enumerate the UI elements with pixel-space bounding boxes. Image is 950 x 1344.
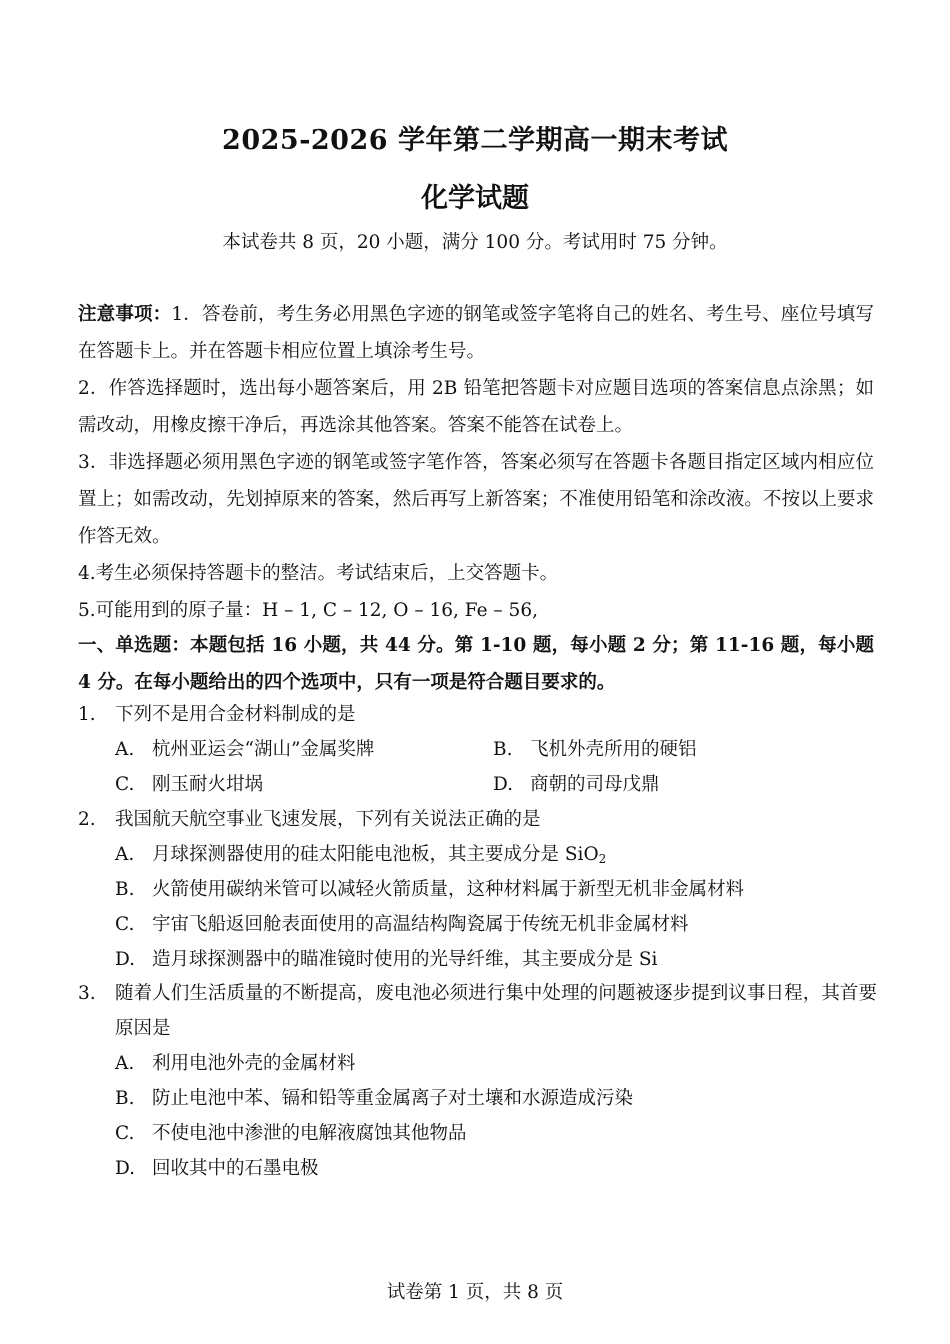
option-text: 刚玉耐火坩埚 — [152, 774, 264, 795]
note-3: 3．非选择题必须用黑色字迹的钢笔或签字笔作答，答案必须写在答题卡各题目指定区域内相应位置上；如需改动，先划掉原来的答案，然后再写上新答案；不准使用铅笔和涂改液。不按以上要求作答无效。 — [78, 452, 874, 547]
section-1-heading: 一、单选题：本题包括 16 小题，共 44 分。第 1-10 题，每小题 2 分；第 11-16 题，每小题 4 分。在每小题给出的四个选项中，只有一项是符合题目要求的。 — [78, 635, 874, 693]
option-label: D. — [115, 1158, 136, 1179]
option-d[interactable] — [115, 1151, 878, 1186]
question-stem: 下列不是用合金材料制成的是 — [115, 704, 356, 725]
question-number: 1. — [78, 704, 96, 725]
option-text: 飞机外壳所用的硬铝 — [530, 739, 697, 760]
option-label: B. — [115, 879, 135, 900]
option-a[interactable] — [115, 732, 493, 767]
option-label: C. — [115, 774, 135, 795]
option-label: A. — [115, 739, 135, 760]
option-a[interactable] — [115, 1046, 878, 1081]
option-c[interactable] — [115, 907, 878, 942]
question-2 — [78, 802, 878, 977]
page-footer: 试卷第 1 页，共 8 页 — [386, 1282, 564, 1303]
note-4: 4.考生必须保持答题卡的整洁。考试结束后，上交答题卡。 — [78, 563, 559, 584]
subject-title: 化学试题 — [421, 183, 529, 214]
question-1 — [78, 697, 878, 802]
option-label: A. — [115, 1053, 135, 1074]
option-text: 利用电池外壳的金属材料 — [152, 1053, 356, 1074]
option-text: 造月球探测器中的瞄准镜时使用的光导纤维，其主要成分是 Si — [152, 949, 658, 970]
option-text: 杭州亚运会“湖山”金属奖牌 — [152, 739, 375, 760]
note-5: 5.可能用到的原子量：H – 1, C – 12, O – 16, Fe – 56, — [78, 600, 538, 621]
option-text: 回收其中的石墨电极 — [152, 1158, 319, 1179]
option-label: B. — [115, 1088, 135, 1109]
question-3 — [78, 976, 878, 1186]
option-text: 不使电池中渗泄的电解液腐蚀其他物品 — [152, 1123, 467, 1144]
option-row — [115, 732, 878, 767]
exam-title: 2025-2026 学年第二学期高一期末考试 — [222, 125, 728, 156]
option-b[interactable] — [493, 732, 871, 767]
exam-info: 本试卷共 8 页，20 小题，满分 100 分。考试用时 75 分钟。 — [222, 232, 728, 253]
note-1 — [78, 296, 874, 370]
option-label: C. — [115, 914, 135, 935]
option-text: 防止电池中苯、镉和铅等重金属离子对土壤和水源造成污染 — [152, 1088, 634, 1109]
option-label: D. — [493, 774, 514, 795]
option-c[interactable] — [115, 1116, 878, 1151]
option-text: 商朝的司母戊鼎 — [530, 774, 660, 795]
option-b[interactable] — [115, 1081, 878, 1116]
option-label: A. — [115, 844, 135, 865]
option-row — [115, 767, 878, 802]
option-a[interactable] — [115, 837, 878, 872]
option-b[interactable] — [115, 872, 878, 907]
notes-section — [78, 296, 874, 629]
option-text: 月球探测器使用的硅太阳能电池板，其主要成分是 SiO — [152, 844, 599, 865]
option-label: C. — [115, 1123, 135, 1144]
option-text: 宇宙飞船返回舱表面使用的高温结构陶瓷属于传统无机非金属材料 — [152, 914, 689, 935]
option-label: D. — [115, 949, 136, 970]
option-d[interactable] — [115, 942, 878, 977]
note-1-text: 1．答卷前，考生务必用黑色字迹的钢笔或签字笔将自己的姓名、考生号、座位号填写在答题卡上。并在答题卡相应位置上填涂考生号。 — [78, 304, 874, 362]
note-2: 2．作答选择题时，选出每小题答案后，用 2B 铅笔把答题卡对应题目选项的答案信息点涂黑；如需改动，用橡皮擦干净后，再选涂其他答案。答案不能答在试卷上。 — [78, 378, 874, 436]
question-stem: 随着人们生活质量的不断提高，废电池必须进行集中处理的问题被逐步提到议事日程，其首要原因是 — [115, 983, 877, 1039]
question-stem: 我国航天航空事业飞速发展，下列有关说法正确的是 — [115, 809, 541, 830]
notes-heading: 注意事项： — [78, 304, 172, 325]
option-d[interactable] — [493, 767, 871, 802]
option-label: B. — [493, 739, 513, 760]
question-number: 3. — [78, 983, 96, 1004]
section-heading — [78, 627, 874, 701]
option-text: 火箭使用碳纳米管可以减轻火箭质量，这种材料属于新型无机非金属材料 — [152, 879, 745, 900]
subscript: 2 — [598, 852, 607, 866]
option-c[interactable] — [115, 767, 493, 802]
question-number: 2. — [78, 809, 96, 830]
